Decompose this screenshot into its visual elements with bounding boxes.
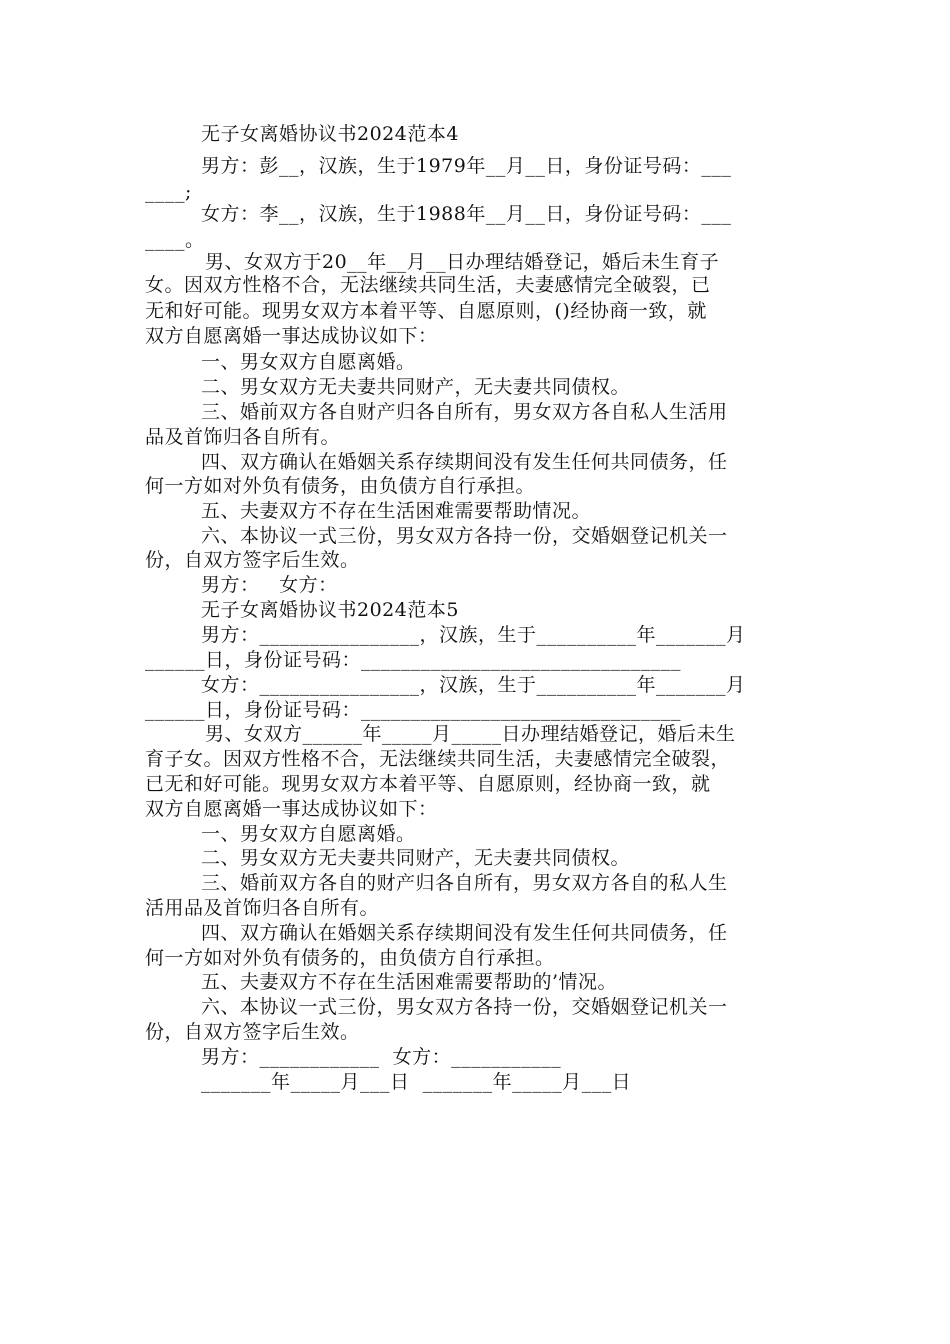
text-line: 二、男女双方无夫妻共同财产，无夫妻共同债权。: [201, 376, 631, 398]
date-line: _______年_____月___日 _______年_____月___日: [201, 1071, 632, 1093]
text-line: ______日，身份证号码：________________________________: [145, 649, 682, 671]
text-line: 六、本协议一式三份，男女双方各持一份，交婚姻登记机关一: [201, 996, 728, 1018]
text-line: 份，自双方签字后生效。: [145, 549, 360, 571]
text-line: ______日，身份证号码：________________________________: [145, 699, 682, 721]
text-line: 五、夫妻双方不存在生活困难需要帮助情况。: [201, 500, 592, 522]
text-line: 一、男女双方自愿离婚。: [201, 823, 416, 845]
text-line: 品及首饰归各自所有。: [145, 426, 341, 448]
text-line: 双方自愿离婚一事达成协议如下：: [145, 798, 438, 820]
title-sample-4: 无子女离婚协议书2024范本4: [201, 123, 459, 145]
text-line: 份，自双方签字后生效。: [145, 1021, 360, 1043]
text-line: 女方：李__，汉族，生于1988年__月__日，身份证号码：___: [201, 203, 732, 225]
text-line: 女。因双方性格不合，无法继续共同生活，夫妻感情完全破裂，已: [145, 274, 711, 296]
text-line: 六、本协议一式三份，男女双方各持一份，交婚姻登记机关一: [201, 525, 728, 547]
text-line: 二、男女双方无夫妻共同财产，无夫妻共同债权。: [201, 847, 631, 869]
text-line: 何一方如对外负有债务，由负债方自行承担。: [145, 475, 536, 497]
text-line: 活用品及首饰归各自所有。: [145, 897, 380, 919]
text-line: 三、婚前双方各自财产归各自所有，男女双方各自私人生活用: [201, 401, 728, 423]
signature-line: 男方：____________ 女方：___________: [201, 1046, 562, 1068]
text-line: ____;: [145, 181, 192, 203]
text-line: 女方：________________，汉族，生于__________年_______月: [201, 674, 746, 696]
text-line: 一、男女双方自愿离婚。: [201, 351, 416, 373]
text-line: 双方自愿离婚一事达成协议如下：: [145, 325, 438, 347]
text-line: 已无和好可能。现男女双方本着平等、自愿原则，经协商一致，就: [145, 773, 711, 795]
text-line: 无和好可能。现男女双方本着平等、自愿原则，()经协商一致，就: [145, 300, 707, 322]
text-line: ____。: [145, 229, 205, 251]
text-line: 五、夫妻双方不存在生活困难需要帮助的’情况。: [201, 971, 618, 993]
text-line: 男方： 女方：: [201, 574, 338, 596]
text-line: 四、双方确认在婚姻关系存续期间没有发生任何共同债务，任: [201, 451, 728, 473]
text-line: 男方：________________，汉族，生于__________年_______月: [201, 624, 746, 646]
text-line: 男、女双方______年_____月_____日办理结婚登记，婚后未生: [205, 723, 736, 745]
text-line: 三、婚前双方各自的财产归各自所有，男女双方各自的私人生: [201, 872, 728, 894]
text-line: 四、双方确认在婚姻关系存续期间没有发生任何共同债务，任: [201, 922, 728, 944]
text-line: 男、女双方于20__年__月__日办理结婚登记，婚后未生育子: [205, 251, 720, 273]
text-line: 育子女。因双方性格不合，无法继续共同生活，夫妻感情完全破裂，: [145, 748, 731, 770]
title-sample-5: 无子女离婚协议书2024范本5: [201, 599, 459, 621]
text-line: 男方：彭__，汉族，生于1979年__月__日，身份证号码：___: [201, 155, 732, 177]
text-line: 何一方如对外负有债务的，由负债方自行承担。: [145, 947, 555, 969]
